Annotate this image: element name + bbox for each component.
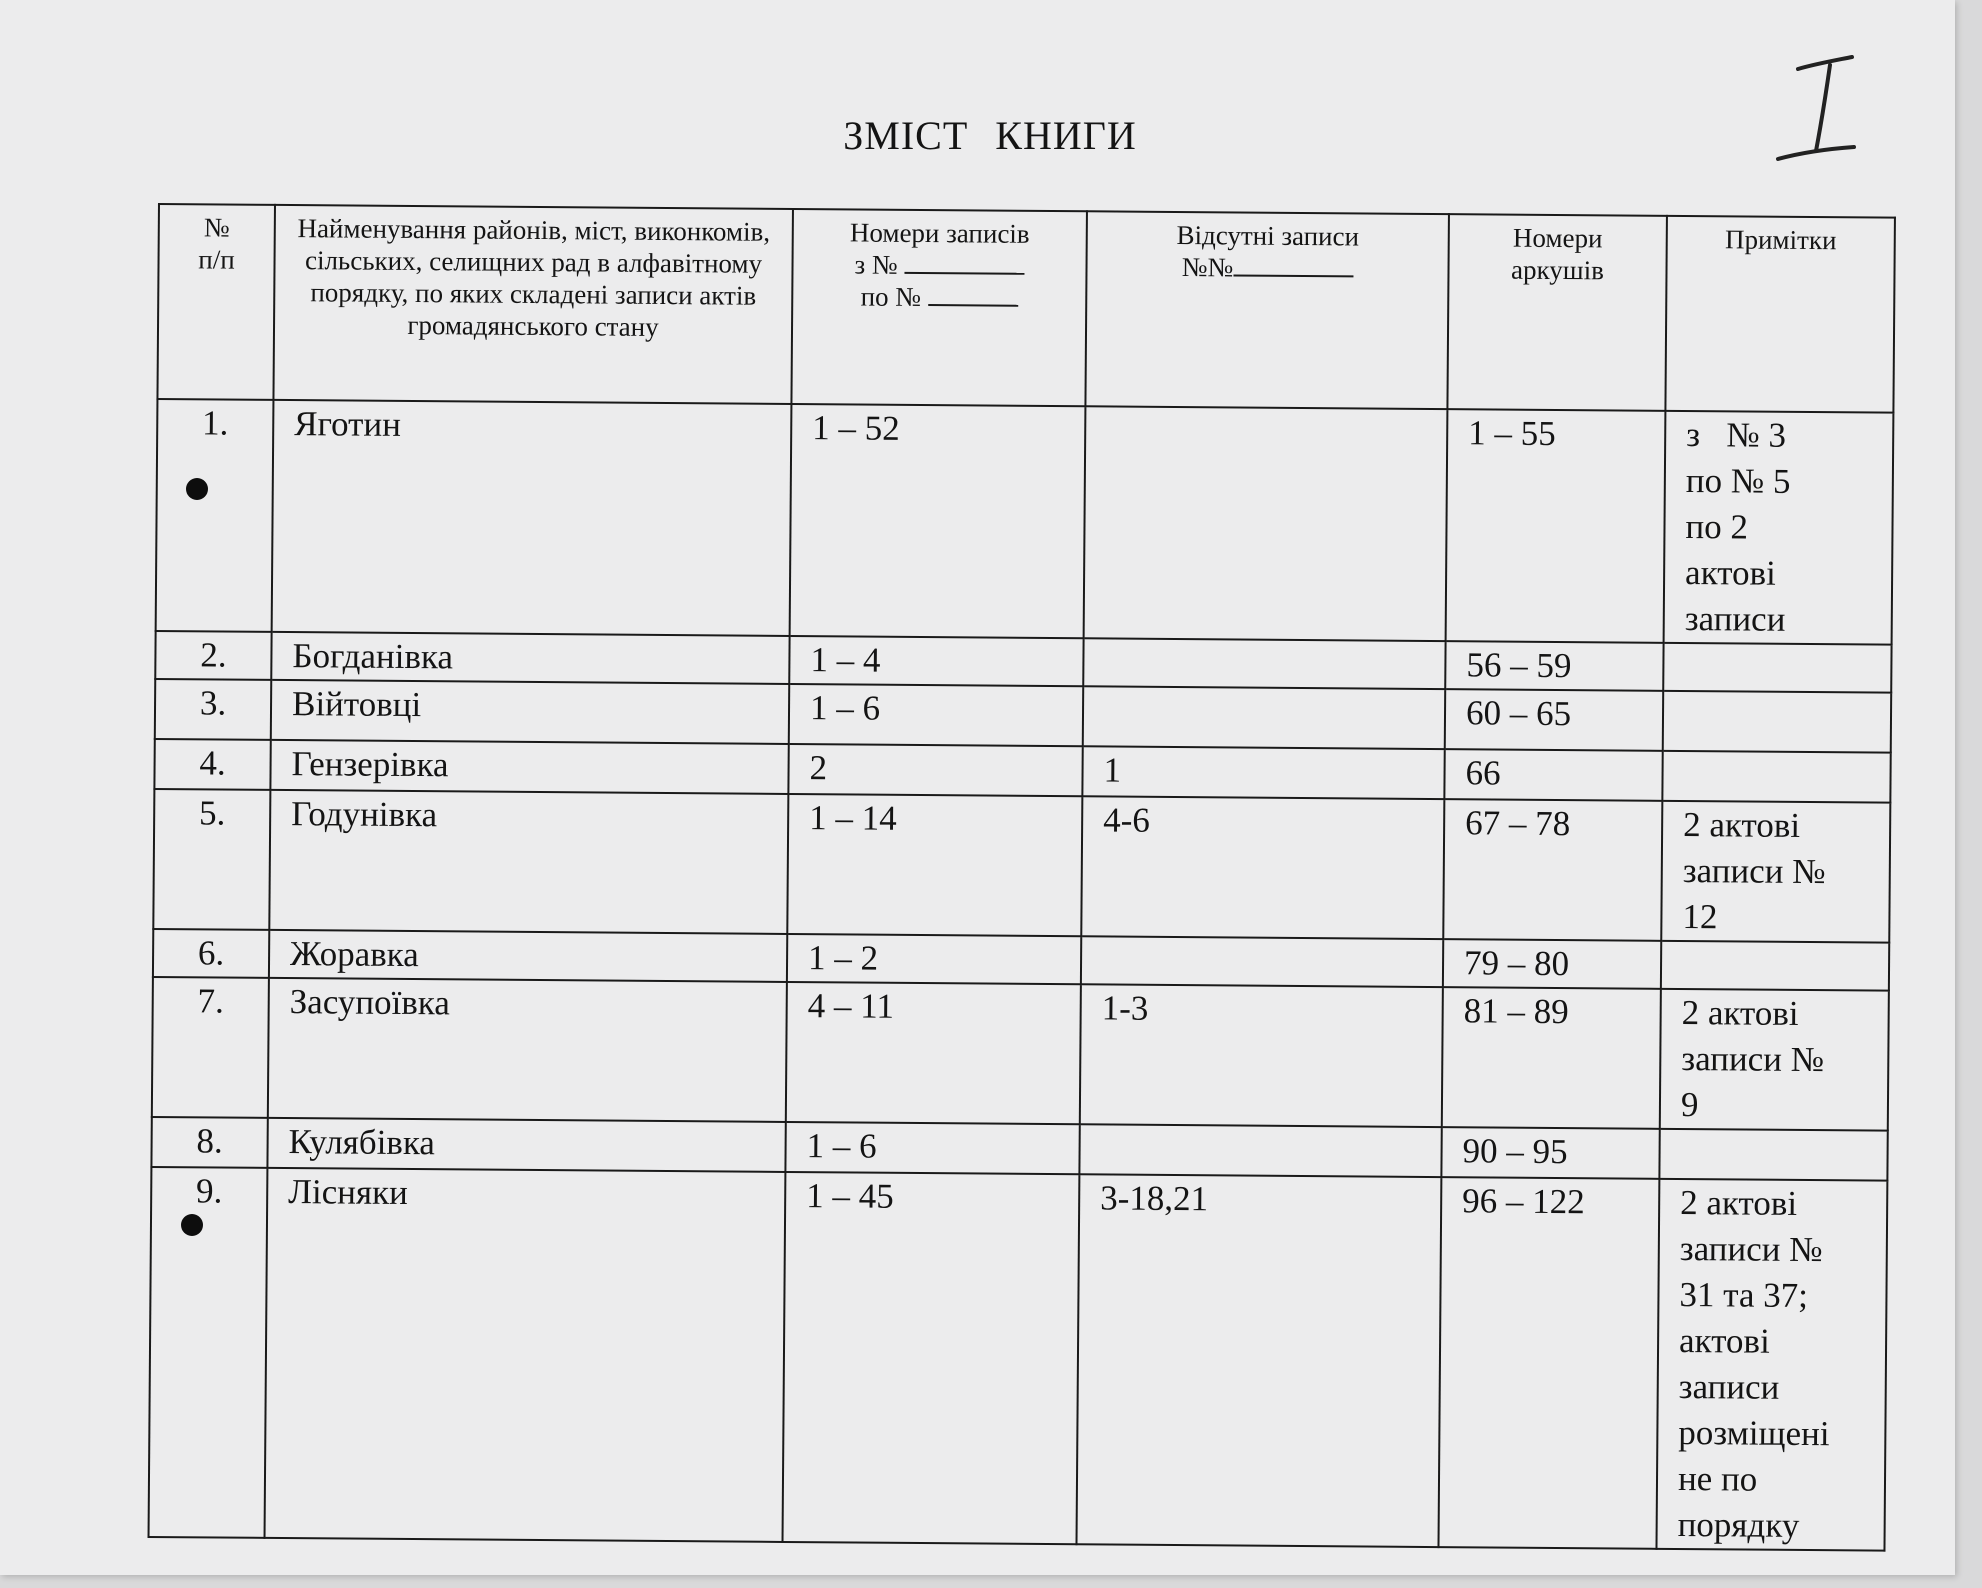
- row-number: 2.: [155, 631, 271, 680]
- note-line: 2 актові: [1683, 804, 1801, 845]
- row-missing: 3-18,21: [1076, 1174, 1441, 1547]
- header-missing: [1085, 211, 1449, 409]
- note-line: 12: [1682, 896, 1718, 937]
- row-missing: [1081, 936, 1443, 987]
- header-missing-numbers: [1093, 250, 1441, 285]
- note-line: записи №: [1682, 850, 1826, 892]
- row-records: 1 – 52: [790, 404, 1086, 638]
- note-line: не по: [1677, 1458, 1758, 1499]
- row-sheets: 79 – 80: [1443, 939, 1661, 989]
- row-name: Лісняки: [265, 1168, 786, 1542]
- row-number: 4.: [154, 739, 270, 790]
- header-sheets-line1: Номери: [1512, 222, 1603, 254]
- header-name: Найменування районів, міст, виконкомів, сільських, селищних рад в алфавітному порядку, по яких складені записи актів громадянського стану: [273, 205, 793, 404]
- blank-line: [904, 252, 1024, 275]
- row-number: 8.: [151, 1117, 267, 1168]
- row-name: Яготин: [272, 400, 792, 636]
- row-sheets: 1 – 55: [1446, 409, 1666, 643]
- header-notes: Примітки: [1665, 216, 1895, 413]
- header-missing-prefix: №№: [1181, 252, 1234, 283]
- row-records: 1 – 14: [787, 794, 1082, 936]
- row-missing: [1079, 1124, 1441, 1177]
- note-line: записи: [1684, 599, 1786, 639]
- row-records: 1 – 45: [783, 1172, 1080, 1544]
- table-row: [156, 399, 1894, 645]
- note-line: актові: [1678, 1320, 1770, 1361]
- row-number: 7.: [152, 977, 269, 1118]
- blank-line: [1233, 254, 1353, 277]
- row-number: 1.: [156, 399, 274, 632]
- table-row: [149, 1167, 1888, 1551]
- row-sheets: 81 – 89: [1442, 987, 1661, 1129]
- handwritten-page-mark: [1770, 55, 1870, 170]
- note-line: 2 актові: [1680, 1182, 1798, 1223]
- table-body: [149, 399, 1894, 1551]
- handwritten-roman-one-icon: [1770, 55, 1870, 165]
- row-records: 1 – 4: [789, 636, 1083, 686]
- row-records: 1 – 6: [789, 684, 1083, 746]
- row-name: Кулябівка: [267, 1118, 785, 1172]
- row-name: Годунівка: [269, 790, 788, 934]
- header-number-line2: п/п: [198, 244, 235, 275]
- row-missing: 1-3: [1080, 984, 1443, 1127]
- row-sheets: 96 – 122: [1438, 1177, 1659, 1549]
- note-line: актові: [1684, 553, 1776, 593]
- row-notes: [1663, 643, 1891, 693]
- note-line: 31 та 37;: [1679, 1274, 1809, 1315]
- row-number: 6.: [153, 929, 269, 978]
- header-records-from-label: з №: [854, 249, 898, 280]
- header-records-from: [799, 248, 1079, 282]
- row-name: Війтовці: [271, 680, 789, 744]
- row-name: Засупоївка: [268, 978, 787, 1122]
- note-line: розміщені: [1678, 1412, 1830, 1454]
- row-notes: [1664, 411, 1894, 645]
- note-line: по № 5: [1685, 461, 1791, 501]
- row-name: Богданівка: [271, 632, 789, 684]
- header-records-line1: Номери записів: [849, 217, 1030, 249]
- header-records-to-label: по №: [860, 281, 922, 312]
- row-notes: [1661, 801, 1890, 943]
- note-line: по 2: [1685, 507, 1749, 547]
- row-records: 1 – 2: [787, 934, 1081, 984]
- row-missing: 1: [1082, 746, 1444, 799]
- row-sheets: 90 – 95: [1441, 1127, 1659, 1179]
- table-row: [152, 977, 1889, 1131]
- header-number-line1: №: [203, 212, 230, 243]
- punch-hole-mark: [181, 1214, 203, 1236]
- row-missing: [1084, 406, 1448, 641]
- row-notes: [1659, 1129, 1887, 1181]
- note-line: 9: [1680, 1084, 1699, 1125]
- page-title: ЗМІСТ КНИГИ: [843, 113, 1137, 158]
- row-missing: 4-6: [1081, 796, 1444, 939]
- header-records-to: [799, 280, 1079, 314]
- table-header-row: [157, 204, 1894, 413]
- row-sheets: 56 – 59: [1445, 641, 1663, 691]
- row-sheets: 60 – 65: [1445, 689, 1663, 751]
- row-notes: [1663, 691, 1891, 753]
- row-sheets: 67 – 78: [1443, 799, 1662, 941]
- row-number: 5.: [153, 789, 270, 930]
- header-sheets: [1447, 214, 1667, 411]
- row-name: Жоравка: [269, 930, 787, 982]
- header-missing-line1: Відсутні записи: [1176, 220, 1360, 252]
- row-sheets: 66: [1444, 749, 1662, 801]
- note-line: 2 актові: [1681, 992, 1799, 1033]
- row-notes: [1662, 751, 1890, 803]
- note-line: записи: [1678, 1366, 1780, 1407]
- table-row: [153, 789, 1890, 943]
- punch-hole-mark: [186, 478, 208, 500]
- row-number: 3.: [155, 679, 271, 740]
- header-number: [157, 204, 275, 400]
- note-line: записи №: [1679, 1228, 1823, 1270]
- row-notes: [1656, 1179, 1887, 1551]
- row-name: Гензерівка: [270, 740, 788, 794]
- note-line: порядку: [1677, 1504, 1800, 1545]
- header-records: [791, 209, 1087, 406]
- note-line: з № 3: [1686, 415, 1787, 455]
- row-notes: [1661, 941, 1889, 991]
- row-missing: [1083, 638, 1445, 689]
- row-records: 4 – 11: [786, 982, 1081, 1124]
- row-missing: [1083, 686, 1445, 749]
- contents-table: [148, 203, 1896, 1552]
- row-notes: [1660, 989, 1889, 1131]
- row-records: 1 – 6: [785, 1122, 1079, 1174]
- note-line: записи №: [1681, 1038, 1825, 1080]
- row-number: 9.: [149, 1167, 268, 1538]
- blank-line: [928, 284, 1018, 307]
- row-records: 2: [788, 744, 1082, 796]
- header-sheets-line2: аркушів: [1511, 254, 1605, 286]
